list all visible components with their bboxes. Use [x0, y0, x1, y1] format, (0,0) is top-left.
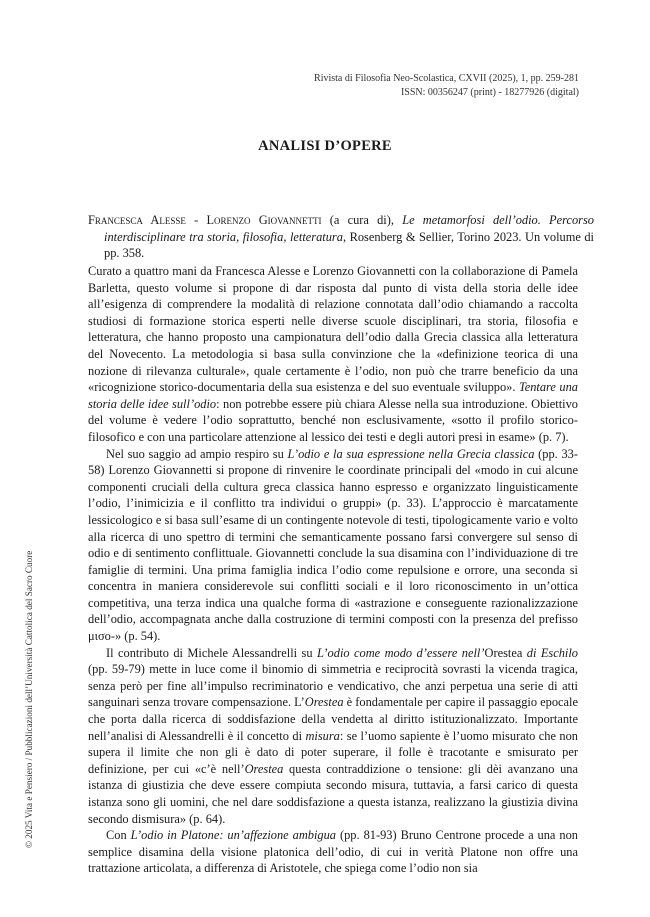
section-title: ANALISI D’OPERE [258, 138, 392, 154]
paragraph-1 [88, 263, 578, 446]
paragraph-text: (pp. 33-58) Lorenzo Giovannetti si propone di rinvenire le coordinate principali del «modo in cui alcune componenti cruciali della cultura greca classica hanno espresso e organizzato linguisticamente l’odio, l’inimicizia e il conflitto tra individui o gruppi» (p. 33). L’approccio è marcatamente lessicologico e si basa sull’esame di un contingente notevole di testi, tipologicamente vario e volto alla ricerca di uno spettro di termini che semanticamente possano farsi convergere sul senso di odio e di sentimento conflittuale. Giovannetti conclude la sua disamina con l’individuazione di tre famiglie di termini. Una prima famiglia indica l’odio come repulsione e orrore, una seconda si concentra in maniera considerevole sui conflitti sociali e il loro riconoscimento in un’ottica competitiva, una terza indica una qualche forma di «astrazione e conseguente razionalizzazione dell’odio, accompagnata anche dalla costruzione di termini composti con la presenza del prefisso μισο-» (p. 54). [88, 446, 579, 644]
book-authors: Francesca Alesse - Lorenzo Giovannetti [88, 213, 322, 227]
journal-header [314, 72, 579, 100]
paragraph-italic: misura [305, 728, 340, 743]
book-publication: , Rosenberg & Sellier, Torino 2023. Un volume di pp. 358. [104, 229, 594, 260]
paragraph-text: : se l’uomo sapiente è l’uomo misurato che non supera il limite che non gli è dato di poter superare, il folle è tracotante e smisurato per definizione, per cui «c’è nell’ [88, 728, 578, 776]
book-title: Le metamorfosi dell’odio. Percorso interdisciplinare tra storia, filosofia, letteratura [104, 213, 594, 244]
paragraph-3 [88, 645, 578, 828]
paragraph-text: Il contributo di Michele Alessandrelli su [106, 645, 317, 660]
paragraph-text: Nel suo saggio ad ampio respiro su [106, 446, 288, 461]
paragraph-4 [88, 827, 578, 877]
book-reference [88, 212, 594, 262]
paragraph-italic: Orestea [304, 695, 344, 710]
paragraph-text: (pp. 59-79) mette in luce come il binomio di simmetria e reciprocità sovrasti la vicenda tragica, senza però per fine all’impulso recriminatorio e vendicativo, che anzi perpetua una serie di atti sanguinari senza trovare compensazione. L’ [88, 662, 578, 710]
paragraph-text: è fondamentale per capire il passaggio epocale che porta dalla ricerca di soddisfazione della vendetta al diritto istituzionalizzato. Importante nell’analisi di Alessandrelli è il concetto di [88, 695, 578, 743]
paragraph-text: questa contraddizione o tensione: gli dèi avanzano una istanza di giustizia che deve essere compiuta secondo misura, tuttavia, a farsi carico di questa istanza sono gli uomini, che nel dare soddisfazione a questa istanza, realizzano la giustizia divina secondo dismisura» (p. 64). [88, 761, 578, 826]
book-editor-note: (a cura di), [321, 213, 403, 227]
margin-copyright: © 2025 Vita e Pensiero / Pubblicazioni dell’Università Cattolica del Sacro Cuore [24, 550, 34, 848]
paragraph-text: (pp. 81-93) Bruno Centrone procede a una non semplice disamina della visione platonica dell’odio, di cui in verità Platone non offre una trattazione articolata, a differenza di Aristotele, che spiega come l’odio non sia [88, 828, 578, 876]
paragraph-italic: Orestea [244, 761, 284, 776]
paragraph-italic: Tentare una storia delle idee sull’odio [88, 380, 578, 411]
paragraph-2 [88, 446, 578, 645]
paragraph-italic: L’odio come modo d’essere nell’ [317, 645, 485, 660]
paragraph-text: Con [106, 828, 131, 843]
paragraph-italic: L’odio e la sua espressione nella Grecia classica [287, 446, 535, 461]
paragraph-italic: di Eschilo [522, 645, 578, 660]
paragraph-text: : non potrebbe essere più chiara Alesse nella sua introduzione. Obiettivo del volume è vedere l’odio soprattutto, benché non esclusivamente, «sotto il profilo storico-filosofico e con una particolare attenzione al lessico dei testi e degli autori presi in esame» (p. 7). [88, 396, 578, 444]
review-body [88, 263, 578, 877]
paragraph-text: Orestea [484, 645, 523, 660]
journal-citation: Rivista di Filosofia Neo-Scolastica, CXVII (2025), 1, pp. 259-281 [314, 73, 579, 84]
paragraph-italic: L’odio in Platone: un’affezione ambigua [130, 828, 337, 843]
issn-line: ISSN: 00356247 (print) - 18277926 (digital) [400, 87, 579, 98]
paragraph-text: Curato a quattro mani da Francesca Alesse e Lorenzo Giovannetti con la collaborazione di Pamela Barletta, questo volume si propone di dar risposta dal punto di vista della storia delle idee all’esigenza di comprendere la modalità di relazione connotata dall’odio chiamando a raccolta studiosi di formazione storica esperti nelle diverse scuole disciplinari, tra storia, filosofia e letteratura, che hanno proposto una campionatura dell’odio dalla Grecia classica alla letteratura del Novecento. La metodologia si basa sulla convinzione che la «definizione teorica di una nozione di rilevanza culturale», quale certamente è l’odio, non può che trarre beneficio da una «ricognizione storico-documentaria della sua esistenza e del suo eventuale sviluppo». [88, 264, 578, 395]
